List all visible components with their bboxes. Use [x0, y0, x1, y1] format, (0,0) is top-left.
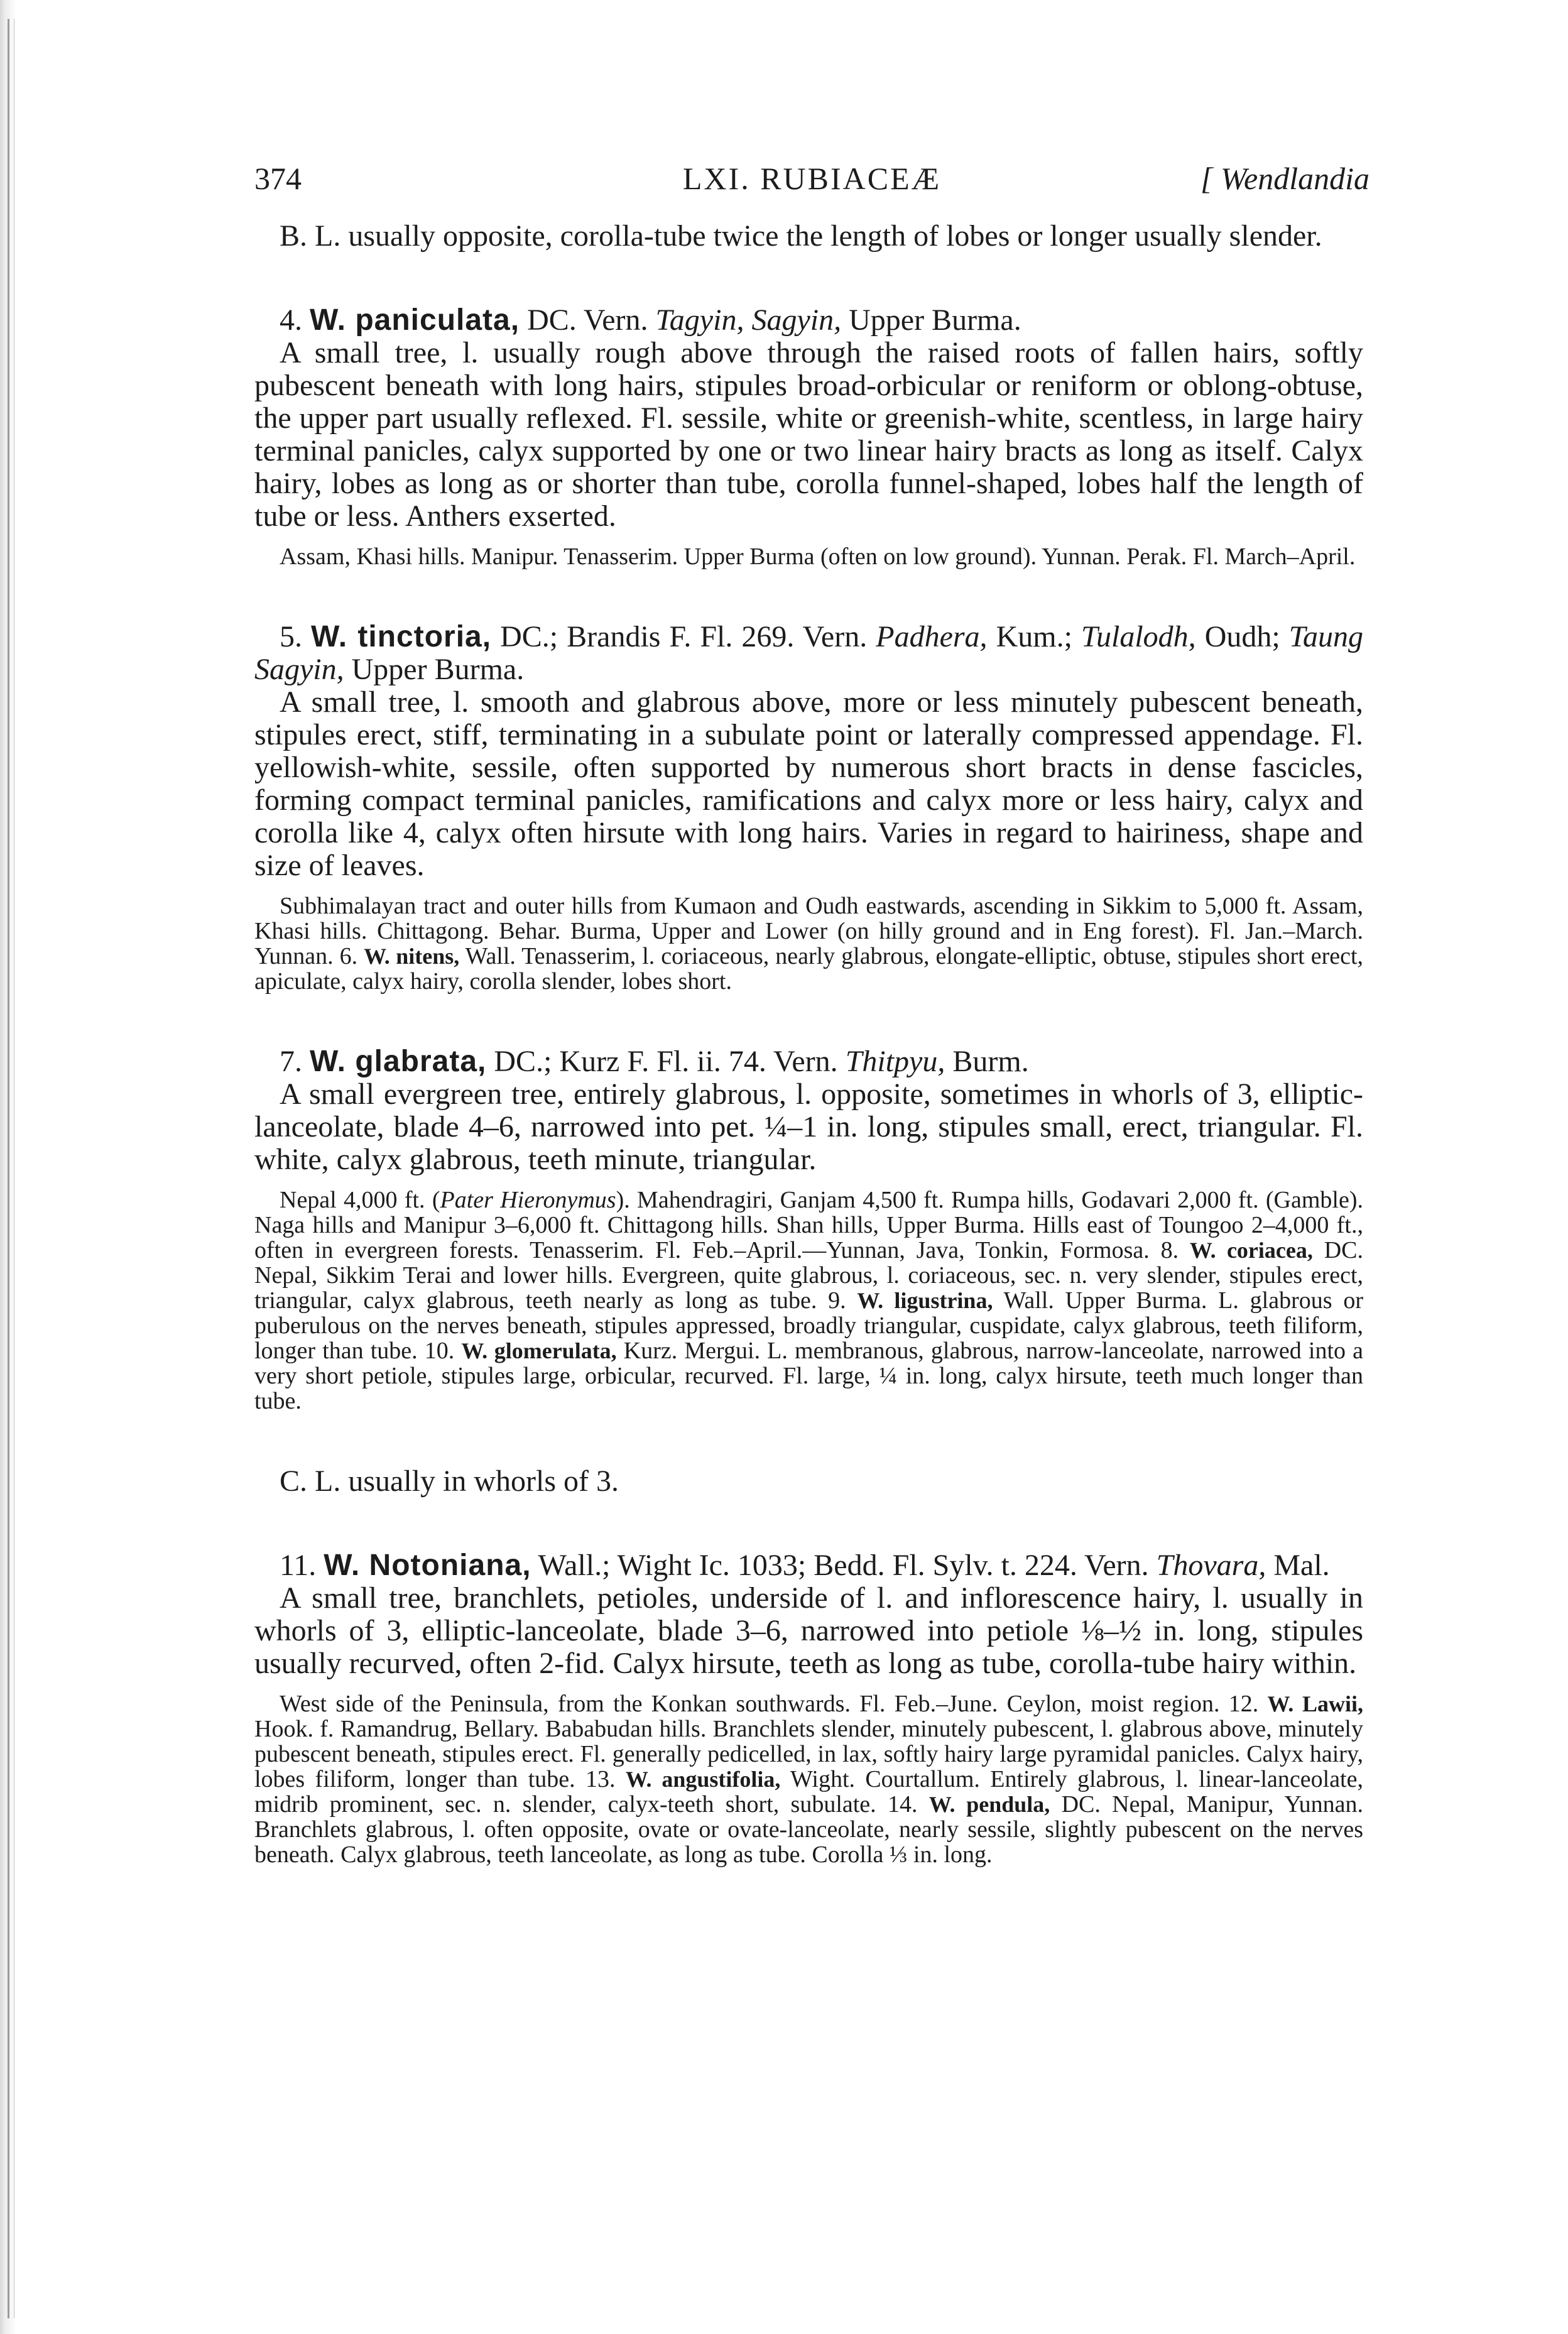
species-name: W. glabrata,: [310, 1045, 487, 1078]
species-name: W. coriacea,: [1189, 1238, 1313, 1263]
genus-title: [ Wendlandia: [1200, 161, 1369, 196]
species-name: W. ligustrina,: [857, 1288, 993, 1313]
species-name: W. Lawii,: [1267, 1691, 1363, 1716]
species-heading: 4. W. paniculata, DC. Vern. Tagyin, Sagyin, Upper Burma.: [280, 303, 1021, 337]
species-heading: 7. W. glabrata, DC.; Kurz F. Fl. ii. 74. Vern. Thitpyu, Burm.: [280, 1045, 1029, 1078]
species-distribution: West side of the Peninsula, from the Konkan southwards. Fl. Feb.–June. Ceylon, moist region. 12. W. Lawii, Hook. f. Ramandrug, Bellary. Bababudan hills. Branchlets slender, minutely pubescent, l. glabrous above, minutely pubescent beneath, stipules erect. Fl. generally pedicelled, in lax, softly hairy large pyramidal panicles. Calyx hairy, lobes filiform, longer than tube. 13. W. angustifolia, Wight. Courtallum. Entirely glabrous, l. linear-lanceolate, midrib prominent, sec. n. slender, calyx-teeth short, subulate. 14. W. pendula, DC. Nepal, Manipur, Yunnan. Branchlets glabrous, l. often opposite, ovate or ovate-lanceolate, nearly sessile, slightly pubescent on the nerves beneath. Calyx glabrous, teeth lanceolate, as long as tube. Corolla ⅓ in. long.: [254, 1691, 1363, 1868]
species-heading: 5. W. tinctoria, DC.; Brandis F. Fl. 269. Vern. Padhera, Kum.; Tulalodh, Oudh; Taung Sagyin, Upper Burma.: [254, 620, 1364, 686]
vernacular-name: Tulalodh,: [1081, 620, 1196, 653]
vernacular-name: Padhera,: [876, 620, 988, 653]
species-description: A small evergreen tree, entirely glabrous, l. opposite, sometimes in whorls of 3, elliptic-lanceolate, blade 4–6, narrowed into pet. ¼–1 in. long, stipules small, erect, triangular. Fl. white, calyx glabrous, teeth minute, triangular.: [254, 1077, 1363, 1176]
species-heading: 11. W. Notoniana, Wall.; Wight Ic. 1033; Bedd. Fl. Sylv. t. 224. Vern. Thovara, Mal.: [280, 1549, 1330, 1582]
key-section-b: B. L. usually opposite, corolla-tube twice the length of lobes or longer usually slender.: [280, 219, 1322, 253]
species-name: W. angustifolia,: [625, 1767, 781, 1792]
running-header: [254, 160, 1369, 204]
vernacular-name: Tagyin, Sagyin,: [655, 303, 842, 337]
vernacular-name: Thitpyu,: [845, 1045, 945, 1078]
binding-line: [8, 19, 9, 2318]
family-title: LXI. RUBIACEÆ: [682, 161, 942, 196]
species-name: W. pendula,: [928, 1792, 1050, 1817]
species-name: W. paniculata,: [310, 303, 520, 337]
page-body: [254, 220, 1363, 1867]
page-binding-edge: [0, 0, 50, 2334]
vernacular-name: Taung Sagyin,: [254, 620, 1364, 686]
species-name: W. nitens,: [364, 944, 460, 969]
species-distribution: Nepal 4,000 ft. (Pater Hieronymus). Mahendragiri, Ganjam 4,500 ft. Rumpa hills, Godavari 2,000 ft. (Gamble). Naga hills and Manipur 3–6,000 ft. Chittagong hills. Shan hills, Upper Burma. Hills east of Toungoo 2–4,000 ft., often in evergreen forests. Tenasserim. Fl. Feb.–April.—Yunnan, Java, Tonkin, Formosa. 8. W. coriacea, DC. Nepal, Sikkim Terai and lower hills. Evergreen, quite glabrous, l. coriaceous, sec. n. very slender, stipules erect, triangular, calyx glabrous, teeth nearly as long as tube. 9. W. ligustrina, Wall. Upper Burma. L. glabrous or puberulous on the nerves beneath, stipules appressed, broadly triangular, cuspidate, calyx glabrous, teeth filiform, longer than tube. 10. W. glomerulata, Kurz. Mergui. L. membranous, glabrous, narrow-lanceolate, narrowed into a very short petiole, stipules large, orbicular, recurved. Fl. large, ¼ in. long, calyx hirsute, teeth much longer than tube.: [254, 1187, 1364, 1414]
species-description: A small tree, l. smooth and glabrous above, more or less minutely pubescent beneath, stipules erect, stiff, terminating in a subulate point or laterally compressed appendage. Fl. yellowish-white, sessile, often supported by numerous short bracts in dense fascicles, forming compact terminal panicles, ramifications and calyx more or less hairy, calyx and corolla like 4, calyx often hirsute with long hairs. Varies in regard to hairiness, shape and size of leaves.: [254, 685, 1363, 882]
species-name: W. glomerulata,: [461, 1338, 617, 1363]
species-description: A small tree, branchlets, petioles, underside of l. and inflorescence hairy, l. usually in whorls of 3, elliptic-lanceolate, blade 3–6, narrowed into petiole ⅛–½ in. long, stipules usually recurved, often 2-fid. Calyx hirsute, teeth as long as tube, corolla-tube hairy within.: [254, 1581, 1363, 1680]
key-section-c: C. L. usually in whorls of 3.: [280, 1464, 619, 1498]
species-distribution: Assam, Khasi hills. Manipur. Tenasserim. Upper Burma (often on low ground). Yunnan. Perak. Fl. March–April.: [280, 543, 1356, 570]
species-name: W. tinctoria,: [311, 620, 492, 653]
species-name: W. Notoniana,: [324, 1549, 531, 1582]
vernacular-name: Thovara,: [1156, 1549, 1266, 1582]
species-description: A small tree, l. usually rough above through the raised roots of fallen hairs, softly pubescent beneath with long hairs, stipules broad-orbicular or reniform or oblong-obtuse, the upper part usually reflexed. Fl. sessile, white or greenish-white, scentless, in large hairy terminal panicles, calyx supported by one or two linear hairy bracts as long as itself. Calyx hairy, lobes as long as or shorter than tube, corolla funnel-shaped, lobes half the length of tube or less. Anthers exserted.: [254, 336, 1363, 533]
page-number: 374: [254, 161, 302, 196]
species-distribution: Subhimalayan tract and outer hills from Kumaon and Oudh eastwards, ascending in Sikkim to 5,000 ft. Assam, Khasi hills. Chittagong. Behar. Burma, Upper and Lower (on hilly ground and in Eng forest). Fl. Jan.–March. Yunnan. 6. W. nitens, Wall. Tenasserim, l. coriaceous, nearly glabrous, elongate-elliptic, obtuse, stipules short erect, apiculate, calyx hairy, corolla slender, lobes short.: [254, 893, 1364, 995]
